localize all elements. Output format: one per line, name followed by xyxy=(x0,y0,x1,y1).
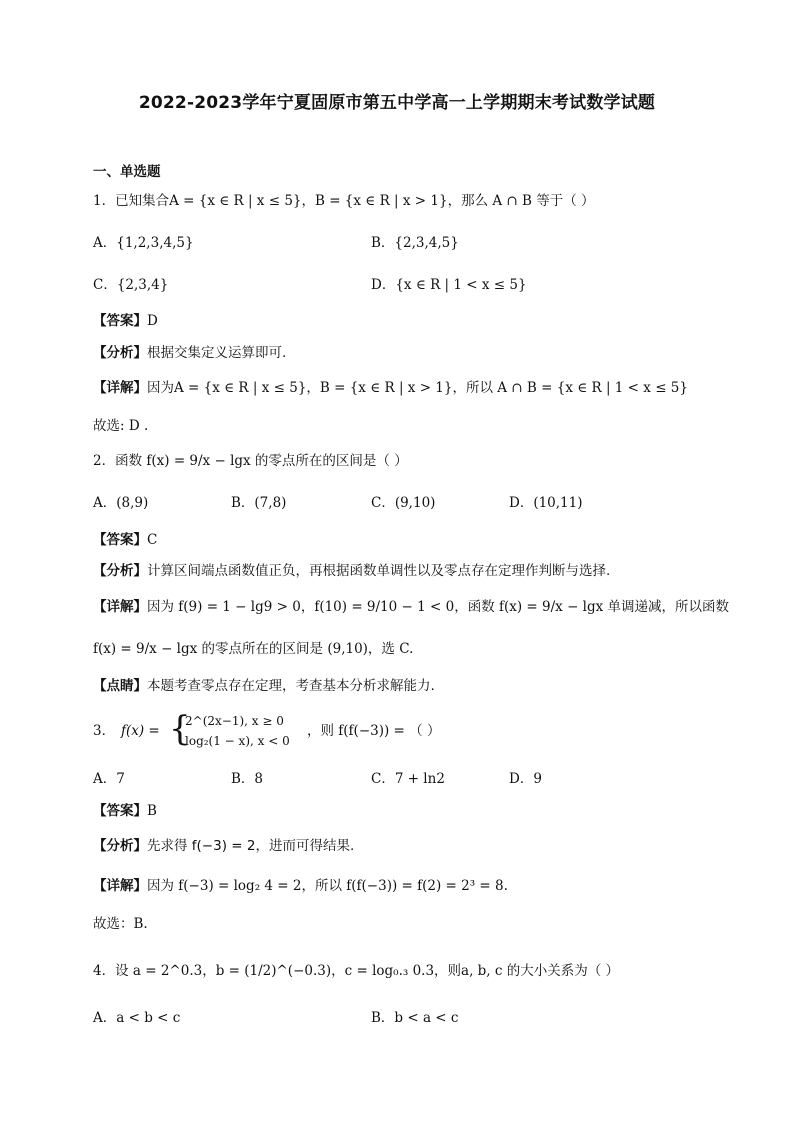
q3-number: 3． xyxy=(93,723,116,739)
answer-value: B xyxy=(147,803,157,819)
detail-tag: 【详解】 xyxy=(93,599,147,615)
answer-tag: 【答案】 xyxy=(93,313,147,329)
point-text: 本题考查零点存在定理，考查基本分析求解能力. xyxy=(147,678,435,694)
q3-answer xyxy=(93,802,157,820)
analysis-text: 先求得 f(−3) = 2，进而可得结果. xyxy=(147,838,355,854)
answer-tag: 【答案】 xyxy=(93,803,147,819)
q3-brace: { xyxy=(169,709,191,749)
page-title: 2022-2023学年宁夏固原市第五中学高一上学期期末考试数学试题 xyxy=(138,93,656,113)
q4-option-a: A．a < b < c xyxy=(93,1010,181,1026)
answer-value: D xyxy=(147,313,158,329)
q3-option-d: D．9 xyxy=(509,771,542,787)
analysis-tag: 【分析】 xyxy=(93,838,147,854)
answer-value: C xyxy=(147,532,158,548)
q2-analysis xyxy=(93,562,610,580)
q3-detail xyxy=(93,877,508,895)
q2-stem: 2．函数 f(x) = 9/x − lgx 的零点所在的区间是（ ） xyxy=(93,453,408,469)
q2-point xyxy=(93,677,435,695)
q1-option-c: C．{2,3,4} xyxy=(93,277,169,293)
q3-conclusion: 故选：B. xyxy=(93,916,148,932)
detail-text: 因为A = {x ∈ R | x ≤ 5}，B = {x ∈ R | x > 1}，所以 A ∩ B = {x ∈ R | 1 < x ≤ 5} xyxy=(147,380,688,396)
q1-analysis xyxy=(93,344,286,362)
q3-option-a: A．7 xyxy=(93,771,125,787)
analysis-tag: 【分析】 xyxy=(93,345,147,361)
q2-option-a: A．(8,9) xyxy=(93,495,149,511)
section-heading: 一、单选题 xyxy=(93,164,161,180)
q2-answer xyxy=(93,531,157,549)
q3-option-b: B．8 xyxy=(231,771,264,787)
q4-option-b: B．b < a < c xyxy=(371,1010,459,1026)
detail-text: 因为 f(9) = 1 − lg9 > 0，f(10) = 9/10 − 1 < 0，函数 f(x) = 9/x − lgx 单调递减，所以函数 xyxy=(147,599,730,615)
q1-answer xyxy=(93,312,158,330)
analysis-tag: 【分析】 xyxy=(93,563,147,579)
q1-option-b: B．{2,3,4,5} xyxy=(371,235,459,251)
analysis-text: 根据交集定义运算即可. xyxy=(147,345,287,361)
q3-function: f(x) = xyxy=(121,723,160,739)
q2-detail xyxy=(93,598,729,616)
q3-case-1: 2^(2x−1), x ≥ 0 xyxy=(185,714,284,728)
detail-text: 因为 f(−3) = log₂ 4 = 2，所以 f(f(−3)) = f(2) = 2³ = 8. xyxy=(147,878,508,894)
q1-option-d: D．{x ∈ R | 1 < x ≤ 5} xyxy=(371,277,527,293)
q1-conclusion: 故选: D . xyxy=(93,418,149,434)
q2-option-c: C．(9,10) xyxy=(371,495,436,511)
detail-tag: 【详解】 xyxy=(93,878,147,894)
q2-option-b: B．(7,8) xyxy=(231,495,287,511)
q3-analysis xyxy=(93,837,354,855)
answer-tag: 【答案】 xyxy=(93,532,147,548)
analysis-text: 计算区间端点函数值正负，再根据函数单调性以及零点存在定理作判断与选择. xyxy=(147,563,611,579)
q1-option-a: A．{1,2,3,4,5} xyxy=(93,235,194,251)
q1-stem: 1．已知集合A = {x ∈ R | x ≤ 5}，B = {x ∈ R | x > 1}，那么 A ∩ B 等于（ ） xyxy=(93,193,595,209)
point-tag: 【点睛】 xyxy=(93,678,147,694)
q3-case-2: log₂(1 − x), x < 0 xyxy=(185,734,290,748)
q2-option-d: D．(10,11) xyxy=(509,495,583,511)
q3-question: ，则 f(f(−3)) = （ ） xyxy=(307,723,441,739)
q1-detail xyxy=(93,379,688,397)
q2-detail-continued: f(x) = 9/x − lgx 的零点所在的区间是 (9,10)，选 C. xyxy=(93,641,414,657)
q4-stem: 4．设 a = 2^0.3，b = (1/2)^(−0.3)，c = log₀.₃ 0.3，则a, b, c 的大小关系为（ ） xyxy=(93,963,620,979)
q3-option-c: C．7 + ln2 xyxy=(371,771,445,787)
detail-tag: 【详解】 xyxy=(93,380,147,396)
